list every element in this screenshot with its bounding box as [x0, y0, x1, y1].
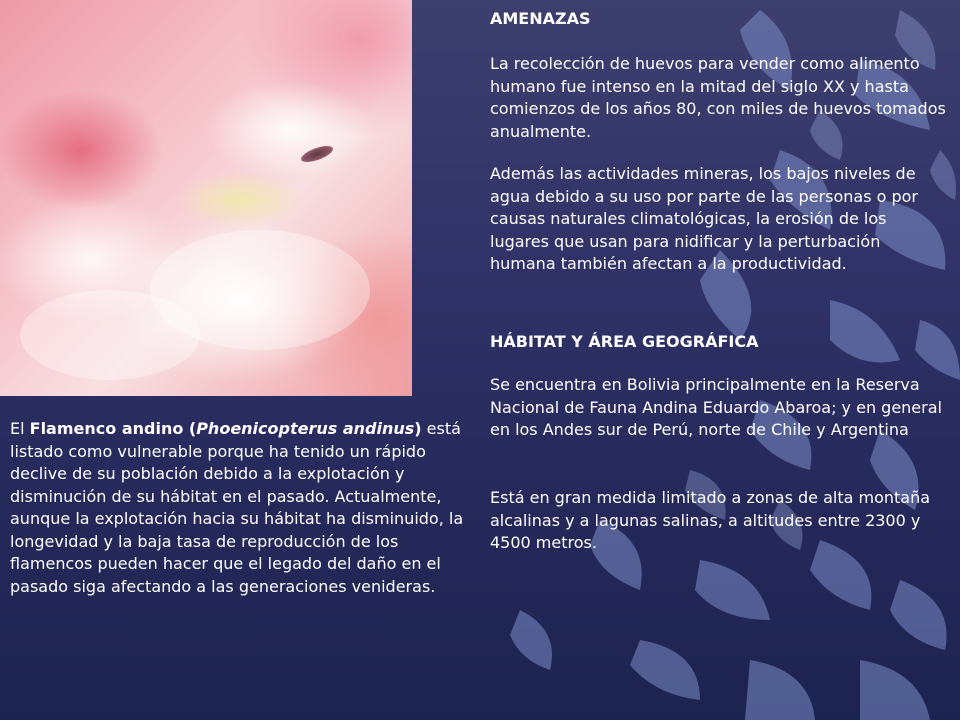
- species-name-close: ): [414, 419, 422, 438]
- intro-pre: El: [10, 419, 30, 438]
- habitat-paragraph-2: Está en gran medida limitado a zonas de alta montaña alcalinas y a lagunas salinas, a altitudes entre 2300 y 4500 metros.: [490, 488, 931, 552]
- intro-text: está listado como vulnerable porque ha tenido un rápido declive de su población debido a la explotación y disminución de su hábitat en el pasado. Actualmente, aunque la explotación hacia su hábitat ha disminuido, la longevidad y la baja tasa de reproducción de los flamencos pueden hacer que el legado del daño en el pasado siga afectando a las generaciones venideras.: [10, 419, 464, 596]
- intro-paragraph: [10, 418, 470, 598]
- flamingo-photo: [0, 0, 412, 396]
- flamingo-eye: [299, 143, 335, 166]
- threats-paragraph-1: La recolección de huevos para vender como alimento humano fue intenso en la mitad del siglo XX y hasta comienzos de los años 80, con miles de huevos tomados anualmente.: [490, 54, 946, 141]
- scientific-name: Phoenicopterus andinus: [196, 419, 415, 438]
- habitat-heading: HÁBITAT Y ÁREA GEOGRÁFICA: [490, 332, 759, 351]
- threats-heading: AMENAZAS: [490, 9, 591, 28]
- species-name: Flamenco andino (: [29, 419, 197, 438]
- habitat-paragraph-1: Se encuentra en Bolivia principalmente en la Reserva Nacional de Fauna Andina Eduardo Abaroa; y en general en los Andes sur de Perú, norte de Chile y Argentina: [490, 375, 942, 439]
- feather-highlight: [20, 290, 200, 380]
- threats-paragraph-2: Además las actividades mineras, los bajos niveles de agua debido a su uso por parte de las personas o por causas naturales climatológicas, la erosión de los lugares que usan para nidificar y la perturbación humana también afectan a la productividad.: [490, 164, 919, 273]
